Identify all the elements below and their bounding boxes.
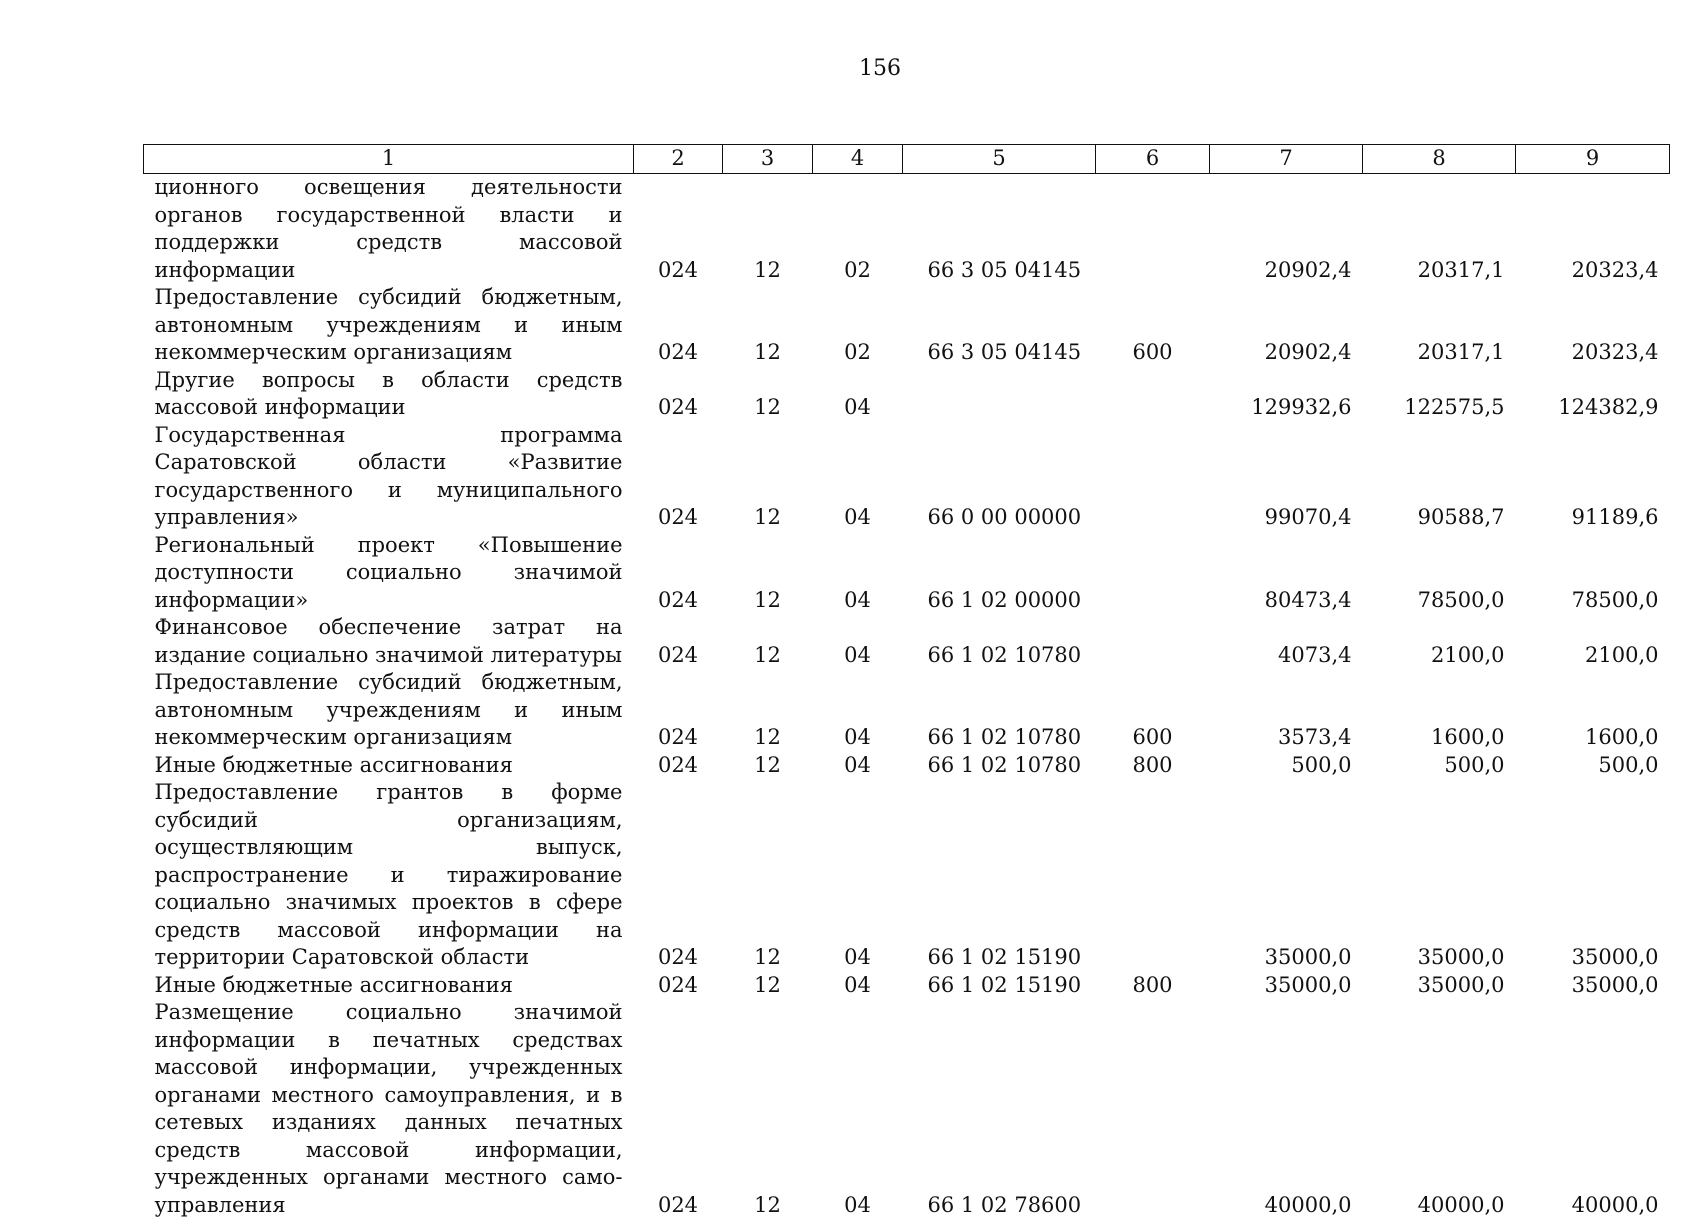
column-header: 3	[723, 145, 813, 174]
item-name: Другие вопросы в области средств массовой информации	[144, 367, 634, 422]
ministry-code: 024	[634, 532, 723, 615]
table-row	[144, 614, 1670, 669]
expense-type-code	[1096, 174, 1210, 285]
expense-type-code: 800	[1096, 972, 1210, 1000]
section-code: 12	[723, 284, 813, 367]
table-row	[144, 367, 1670, 422]
subsection-code: 04	[813, 999, 903, 1219]
column-header: 4	[813, 145, 903, 174]
table-row	[144, 999, 1670, 1219]
item-name: Иные бюджетные ассигнования	[144, 972, 634, 1000]
amount-year-1: 40000,0	[1210, 999, 1363, 1219]
column-header: 5	[903, 145, 1096, 174]
target-item-code	[903, 367, 1096, 422]
expense-type-code: 600	[1096, 669, 1210, 752]
subsection-code: 04	[813, 779, 903, 972]
amount-year-2: 1600,0	[1363, 669, 1516, 752]
column-header: 2	[634, 145, 723, 174]
table-row	[144, 422, 1670, 532]
target-item-code: 66 1 02 15190	[903, 779, 1096, 972]
target-item-code: 66 3 05 04145	[903, 174, 1096, 285]
amount-year-3: 1600,0	[1516, 669, 1670, 752]
item-name: Размещение социально значимой информации в печатных средствах массовой информации, учрежденных органами местного самоуправления, и в сетевых изданиях данных печатных средств массовой информации, учрежденных органами местного самоуправления	[144, 999, 634, 1219]
item-name: Региональный проект «Повышение доступности социально значимой информации»	[144, 532, 634, 615]
amount-year-2: 78500,0	[1363, 532, 1516, 615]
subsection-code: 04	[813, 367, 903, 422]
column-header: 7	[1210, 145, 1363, 174]
subsection-code: 02	[813, 284, 903, 367]
section-code: 12	[723, 614, 813, 669]
target-item-code: 66 1 02 10780	[903, 669, 1096, 752]
section-code: 12	[723, 752, 813, 780]
amount-year-1: 3573,4	[1210, 669, 1363, 752]
section-code: 12	[723, 779, 813, 972]
ministry-code: 024	[634, 999, 723, 1219]
column-header: 8	[1363, 145, 1516, 174]
target-item-code: 66 1 02 10780	[903, 752, 1096, 780]
item-name: ционного освещения деятельности органов государственной власти и поддержки средств массовой информации	[144, 174, 634, 285]
amount-year-3: 78500,0	[1516, 532, 1670, 615]
table-row	[144, 779, 1670, 972]
header-row	[144, 145, 1670, 174]
amount-year-1: 129932,6	[1210, 367, 1363, 422]
amount-year-2: 20317,1	[1363, 284, 1516, 367]
section-code: 12	[723, 174, 813, 285]
amount-year-3: 35000,0	[1516, 779, 1670, 972]
amount-year-2: 2100,0	[1363, 614, 1516, 669]
amount-year-1: 20902,4	[1210, 284, 1363, 367]
section-code: 12	[723, 669, 813, 752]
subsection-code: 04	[813, 752, 903, 780]
item-name: Иные бюджетные ассигнования	[144, 752, 634, 780]
item-name: Предоставление грантов в форме субсидий организациям, осуществляющим выпуск, распространение и тиражирование социально значимых проектов в сфере средств массовой информации на территории Саратовской области	[144, 779, 634, 972]
section-code: 12	[723, 422, 813, 532]
ministry-code: 024	[634, 367, 723, 422]
subsection-code: 04	[813, 532, 903, 615]
amount-year-1: 4073,4	[1210, 614, 1363, 669]
expense-type-code: 600	[1096, 284, 1210, 367]
expense-type-code	[1096, 532, 1210, 615]
table-body	[144, 174, 1670, 1219]
ministry-code: 024	[634, 422, 723, 532]
amount-year-1: 20902,4	[1210, 174, 1363, 285]
amount-year-1: 35000,0	[1210, 779, 1363, 972]
amount-year-3: 40000,0	[1516, 999, 1670, 1219]
expense-type-code: 800	[1096, 752, 1210, 780]
target-item-code: 66 1 02 15190	[903, 972, 1096, 1000]
column-header: 1	[144, 145, 634, 174]
section-code: 12	[723, 999, 813, 1219]
page-number: 156	[0, 56, 1697, 82]
target-item-code: 66 0 00 00000	[903, 422, 1096, 532]
ministry-code: 024	[634, 284, 723, 367]
amount-year-1: 99070,4	[1210, 422, 1363, 532]
amount-year-2: 40000,0	[1363, 999, 1516, 1219]
amount-year-3: 124382,9	[1516, 367, 1670, 422]
amount-year-2: 122575,5	[1363, 367, 1516, 422]
ministry-code: 024	[634, 752, 723, 780]
amount-year-3: 91189,6	[1516, 422, 1670, 532]
subsection-code: 04	[813, 972, 903, 1000]
subsection-code: 04	[813, 614, 903, 669]
target-item-code: 66 1 02 00000	[903, 532, 1096, 615]
amount-year-3: 20323,4	[1516, 174, 1670, 285]
amount-year-3: 20323,4	[1516, 284, 1670, 367]
table-row	[144, 972, 1670, 1000]
amount-year-3: 500,0	[1516, 752, 1670, 780]
table-row	[144, 174, 1670, 285]
target-item-code: 66 1 02 78600	[903, 999, 1096, 1219]
section-code: 12	[723, 367, 813, 422]
target-item-code: 66 3 05 04145	[903, 284, 1096, 367]
ministry-code: 024	[634, 614, 723, 669]
subsection-code: 02	[813, 174, 903, 285]
expense-type-code	[1096, 422, 1210, 532]
expense-type-code	[1096, 779, 1210, 972]
table-row	[144, 669, 1670, 752]
amount-year-1: 35000,0	[1210, 972, 1363, 1000]
ministry-code: 024	[634, 779, 723, 972]
expense-type-code	[1096, 999, 1210, 1219]
amount-year-2: 35000,0	[1363, 972, 1516, 1000]
amount-year-2: 20317,1	[1363, 174, 1516, 285]
section-code: 12	[723, 532, 813, 615]
budget-table	[143, 144, 1670, 1219]
amount-year-2: 90588,7	[1363, 422, 1516, 532]
ministry-code: 024	[634, 972, 723, 1000]
table-row	[144, 752, 1670, 780]
column-header: 6	[1096, 145, 1210, 174]
item-name: Предоставление субсидий бюджетным, автономным учреждениям и иным некоммерческим организациям	[144, 284, 634, 367]
item-name: Финансовое обеспечение затрат на издание социально значимой литературы	[144, 614, 634, 669]
expense-type-code	[1096, 367, 1210, 422]
amount-year-1: 500,0	[1210, 752, 1363, 780]
item-name: Государственная программа Саратовской области «Развитие государственного и муниципального управления»	[144, 422, 634, 532]
amount-year-3: 35000,0	[1516, 972, 1670, 1000]
amount-year-1: 80473,4	[1210, 532, 1363, 615]
subsection-code: 04	[813, 422, 903, 532]
section-code: 12	[723, 972, 813, 1000]
expense-type-code	[1096, 614, 1210, 669]
amount-year-3: 2100,0	[1516, 614, 1670, 669]
amount-year-2: 500,0	[1363, 752, 1516, 780]
ministry-code: 024	[634, 174, 723, 285]
column-header: 9	[1516, 145, 1670, 174]
ministry-code: 024	[634, 669, 723, 752]
item-name: Предоставление субсидий бюджетным, автономным учреждениям и иным некоммерческим организациям	[144, 669, 634, 752]
subsection-code: 04	[813, 669, 903, 752]
table-row	[144, 284, 1670, 367]
table-row	[144, 532, 1670, 615]
target-item-code: 66 1 02 10780	[903, 614, 1096, 669]
amount-year-2: 35000,0	[1363, 779, 1516, 972]
